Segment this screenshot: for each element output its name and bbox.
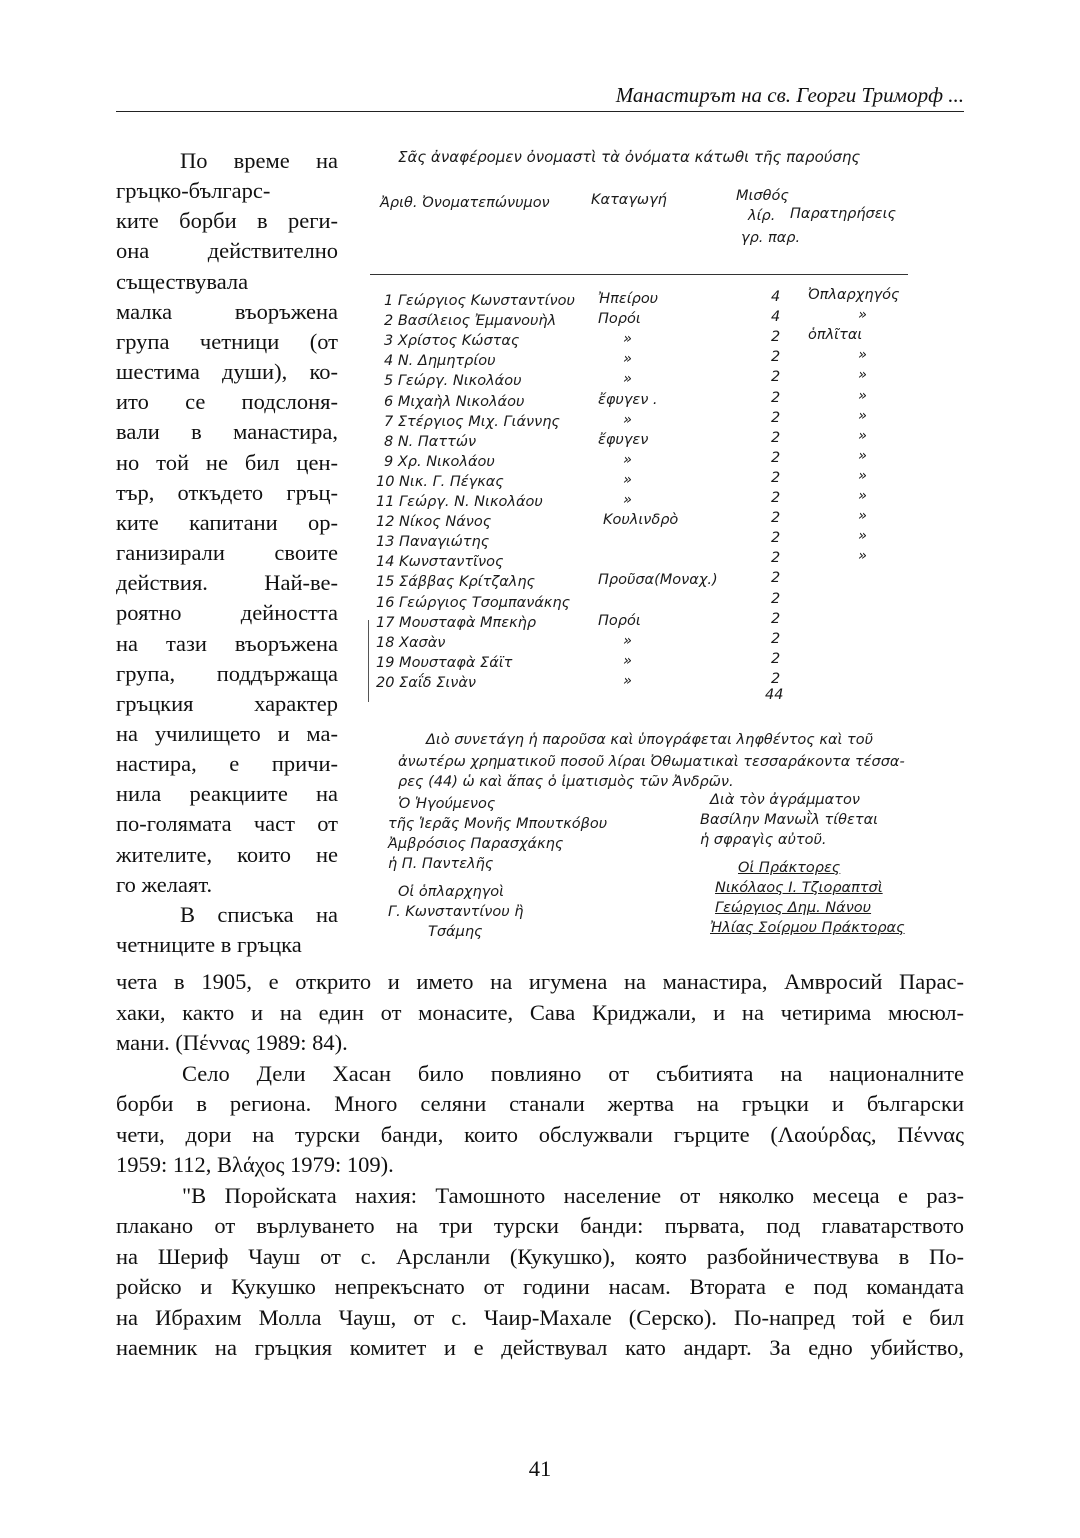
wrapped-line: ганизирали своите: [116, 540, 338, 566]
body-line: борби в региона. Много селяни станали жертва на гръцки и български: [116, 1091, 964, 1116]
wrapped-line: група четници (от: [116, 328, 338, 354]
wrapped-line: действия. Най-ве-: [116, 570, 338, 596]
doc-header-remarks: Παρατηρήσεις: [790, 206, 896, 222]
doc-row-name: 13 Παναγιώτης: [376, 534, 490, 551]
body-line: чети, дори на турски банди, които обслужвали гърците (Λαούρδας, Πέννας: [116, 1121, 964, 1147]
doc-row-name: 15 Σάββας Κρίτζαλης: [376, 574, 536, 591]
doc-row-salary: 2: [771, 590, 781, 607]
doc-row-origin: Πορόι: [598, 311, 641, 328]
doc-signature-left-line: Οἱ ὁπλαρχηγοὶ: [398, 884, 505, 900]
wrapped-line: по-голямата част от: [116, 811, 338, 837]
doc-intro: Σᾶς ἀναφέρομεν ὀνομαστὶ τὰ ὀνόματα κάτωθι τῆς παρούσης: [398, 148, 861, 166]
doc-row-name: 19 Μουσταφὰ Σάϊτ: [376, 654, 513, 671]
doc-signature-left-line: Τσάμης: [428, 924, 483, 940]
wrapped-line: на училището и ма-: [116, 720, 338, 746]
doc-header-origin: Καταγωγή: [591, 192, 667, 208]
doc-row-origin: ἔφυγεν: [598, 431, 649, 448]
doc-row-remark: »: [858, 387, 867, 404]
body-line: чета в 1905, е открито и името на игумена на манастира, Амвросий Парас-: [116, 969, 964, 994]
doc-signature-left-line: Γ. Κωνσταντίνου ἢ: [388, 904, 524, 920]
wrapped-line: съществувала: [116, 268, 249, 294]
doc-row-origin: »: [623, 371, 632, 388]
wrapped-line: на тази въоръжена: [116, 630, 338, 656]
doc-row-salary: 2: [771, 550, 781, 567]
wrapped-line: вали в манастира,: [116, 419, 338, 445]
doc-row-origin: Ἠπείρου: [598, 291, 659, 307]
doc-row-name: 16 Γεώργιος Τσομπανάκης: [376, 594, 571, 611]
doc-row-name: 18 Χασὰν: [376, 634, 446, 651]
doc-row-remark: »: [858, 508, 867, 525]
doc-row-salary: 2: [771, 510, 781, 527]
doc-row-salary: 2: [771, 329, 781, 346]
doc-row-remark: »: [858, 488, 867, 504]
doc-row-name: 6 Μιχαὴλ Νικολάου: [384, 393, 525, 410]
body-line: мани. (Πέννας 1989: 84).: [116, 1030, 348, 1055]
doc-row-remark: »: [858, 347, 867, 364]
wrapped-line: ките борби в реги-: [116, 208, 338, 234]
doc-signature-right-line: ἡ σφραγὶς αὐτοῦ.: [700, 832, 827, 848]
doc-row-origin: »: [623, 632, 632, 649]
doc-closing-line: Διὸ συνετάγη ἡ παροῦσα καὶ ὑπογράφεται ληφθέντος καὶ τοῦ: [426, 732, 874, 748]
body-line: Село Дели Хасан било повлияно от събитията на националните: [182, 1060, 964, 1086]
wrapped-line: настира, е причи-: [116, 751, 338, 777]
doc-row-origin: »: [623, 411, 632, 428]
doc-row-name: 20 Σαΐδ Σινὰν: [376, 674, 476, 691]
doc-signature-left-line: Ὁ Ἡγούμενος: [398, 796, 496, 812]
doc-row-name: 7 Στέργιος Μιχ. Γιάννης: [384, 413, 560, 430]
doc-row-salary: 2: [771, 670, 781, 687]
doc-signature-right-line: Διὰ τὸν ἀγράμματον: [710, 792, 860, 808]
doc-row-salary: 2: [771, 630, 781, 647]
doc-row-name: 17 Μουσταφὰ Μπεκὴρ: [376, 614, 537, 631]
doc-row-origin: Κουλινδρὸ: [603, 512, 679, 529]
doc-row-remark: ὁπλῖται: [808, 327, 863, 344]
wrapped-line: малка въоръжена: [116, 298, 338, 324]
wrapped-line: гръцко-българс-: [116, 178, 271, 204]
doc-row-remark: Ὀπλαρχηγός: [808, 287, 900, 303]
doc-signature-right-line: Ἠλίας Σοίρμου Πράκτορας: [710, 920, 905, 936]
doc-row-remark: »: [858, 528, 867, 545]
doc-row-origin: Προῦσα(Μοναχ.): [598, 572, 718, 589]
running-header: Манастирът на св. Георги Триморф ...: [615, 83, 964, 107]
doc-row-name: 11 Γεώργ. Ν. Νικολάου: [376, 494, 543, 510]
doc-row-origin: »: [623, 351, 632, 368]
doc-row-name: 5 Γεώργ. Νικολάου: [384, 373, 522, 390]
body-line: плакано от върлуването на три турски банди: първата, под главатарството: [116, 1213, 964, 1238]
doc-row-remark: »: [858, 548, 867, 565]
wrapped-line: ките капитани ор-: [116, 509, 338, 535]
body-line: "В Поройската нахия: Тамошното население от няколко месеца е раз-: [182, 1182, 964, 1208]
body-line: хаки, както и на един от монасите, Сава Криджали, и на четирима мюсюл-: [116, 999, 964, 1025]
body-line: ройско и Кукушко непрекъснато от години насам. Втората е под командата: [116, 1274, 964, 1299]
doc-row-name: 14 Κωνσταντῖνος: [376, 554, 504, 571]
doc-signature-right-line: Γεώργιος Δημ. Νάνου: [715, 900, 872, 916]
wrapped-line: тър, откъдето гръц-: [116, 479, 338, 505]
doc-header-salary-unit1: λίρ.: [748, 208, 776, 224]
wrapped-line: шестима души), ко-: [116, 359, 338, 385]
doc-row-origin: »: [623, 652, 632, 669]
doc-total: 44: [765, 687, 784, 703]
body-line: на Шериф Чауш от с. Арсланли (Кукушко), която разбойничествува в По-: [116, 1243, 964, 1269]
doc-header-salary-unit2: γρ. παρ.: [741, 230, 801, 246]
doc-row-remark: »: [858, 427, 867, 444]
doc-closing-line: ρες (44) ὡ καὶ ἅπας ὁ ἱματισμὸς τῶν Ἀνδρῶν.: [398, 774, 734, 790]
doc-row-salary: 2: [771, 469, 781, 486]
doc-row-name: 10 Νικ. Γ. Πέγκας: [376, 473, 504, 490]
body-line: 1959: 112, Βλάχος 1979: 109).: [116, 1152, 394, 1177]
doc-row-remark: »: [858, 307, 867, 324]
wrapped-line: она действително: [116, 238, 338, 264]
doc-row-salary: 2: [771, 610, 781, 627]
doc-row-name: 12 Νίκος Νάνος: [376, 514, 492, 531]
doc-row-salary: 2: [771, 369, 781, 386]
doc-signature-right-line: Οἱ Πράκτορες: [738, 860, 841, 876]
doc-row-salary: 2: [771, 570, 781, 587]
doc-row-salary: 2: [771, 490, 781, 506]
wrapped-line: нила реакциите на: [116, 781, 338, 807]
doc-row-origin: »: [623, 672, 632, 689]
wrapped-line: ито се подслоня-: [116, 389, 338, 415]
doc-signature-right-line: Νικόλαος Ι. Τζιοραπτσὶ: [715, 880, 883, 896]
wrapped-line: но той не бил цен-: [116, 449, 338, 475]
doc-row-salary: 2: [771, 349, 781, 366]
doc-row-salary: 2: [771, 449, 781, 466]
wrapped-line: група, поддържаща: [116, 660, 338, 686]
doc-signature-left-line: τῆς Ἱερᾶς Μονῆς Μπουτκόβου: [388, 816, 608, 832]
header-rule: [116, 111, 964, 112]
wrapped-line: четниците в гръцка: [116, 932, 302, 958]
doc-row-remark: »: [858, 467, 867, 484]
doc-margin-bracket: [368, 620, 369, 702]
body-line: на Ибрахим Молла Чауш, от с. Чаир-Махале (Серско). По-напред той е бил: [116, 1304, 964, 1330]
doc-row-salary: 4: [771, 289, 781, 305]
doc-row-remark: »: [858, 407, 867, 424]
doc-signature-right-line: Βασίλην Μανωῒλ τίθεται: [700, 812, 879, 828]
doc-signature-left-line: ἡ Π. Παντελῆς: [388, 856, 494, 872]
doc-closing-line: ἀνωτέρω χρηματικοῦ ποσοῦ λίραι Ὀθωματικαὶ τεσσαράκοντα τέσσα-: [398, 754, 905, 770]
doc-row-salary: 2: [771, 429, 781, 446]
document-facsimile: [358, 142, 958, 950]
doc-row-name: 3 Χρίστος Κώστας: [384, 333, 520, 350]
doc-row-salary: 2: [771, 409, 781, 426]
wrapped-line: го желаят.: [116, 871, 213, 897]
wrapped-line: В списъка на: [180, 901, 338, 927]
body-line: наемник на гръцкия комитет и е действувал като андарт. За едно убийство,: [116, 1335, 964, 1360]
doc-row-name: 2 Βασίλειος Ἐμμανουὴλ: [384, 313, 557, 330]
doc-row-name: 9 Χρ. Νικολάου: [384, 453, 495, 470]
doc-row-remark: »: [858, 447, 867, 464]
doc-row-origin: »: [623, 451, 632, 468]
doc-row-salary: 2: [771, 650, 781, 667]
wrapped-line: По време на: [180, 148, 338, 173]
wrapped-line: жителите, които не: [116, 841, 338, 867]
doc-row-origin: Πορόι: [598, 612, 641, 629]
doc-header-rule: [370, 274, 908, 275]
wrapped-paragraph: [116, 146, 338, 960]
doc-header-num-name: Ἀριθ. Ὀνοματεπώνυμον: [380, 195, 550, 211]
doc-row-salary: 2: [771, 530, 781, 547]
wrapped-line: гръцкия характер: [116, 690, 338, 716]
doc-row-name: 8 Ν. Παττών: [384, 433, 477, 450]
doc-row-salary: 2: [771, 389, 781, 406]
page-number: 41: [528, 1456, 552, 1481]
doc-header-salary: Μισθός: [736, 188, 789, 204]
doc-row-origin: »: [623, 492, 632, 508]
doc-signature-left-line: Ἀμβρόσιος Παρασχάκης: [388, 836, 564, 852]
body-paragraphs: [116, 967, 964, 1364]
doc-row-remark: »: [858, 367, 867, 384]
doc-row-origin: ἔφυγεν .: [598, 391, 658, 408]
doc-row-name: 4 Ν. Δημητρίου: [384, 353, 496, 370]
doc-row-origin: »: [623, 471, 632, 488]
wrapped-line: роятно дейността: [116, 600, 338, 626]
doc-row-origin: »: [623, 331, 632, 348]
doc-row-salary: 4: [771, 309, 781, 326]
doc-row-name: 1 Γεώργιος Κωνσταντίνου: [384, 293, 575, 309]
